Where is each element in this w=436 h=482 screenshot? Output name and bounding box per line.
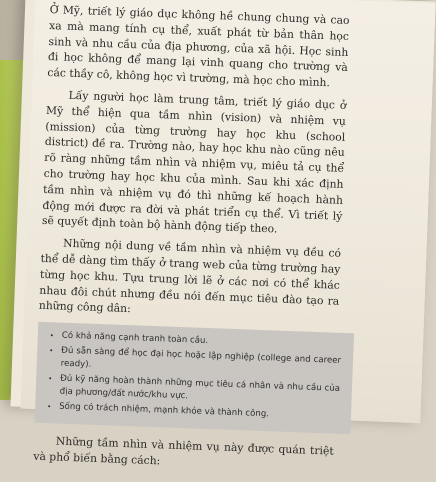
paragraph-2: Lấy người học làm trung tâm, triết lý giáo dục ở Mỹ thể hiện qua tầm nhìn (vision) và nhiệm vụ (mission) của từng trường hay học khu (school district) đề ra. Trường nào, hay học khu nào cũng nêu rõ ràng những tầm nhìn và nhiệm vụ, miêu tả cụ thể cho trường hay học khu của mình. Sau khi xác định tầm nhìn và nhiệm vụ đó thì những kế hoạch hành động mới được ra đời và phát triển cụ thể. Vì triết lý sẽ quyết định toàn bộ hành động tiếp theo. [41,88,347,236]
list-item: • Đủ kỹ năng hoàn thành những mục tiêu cá nhân và nhu cầu của địa phương/đất nước/khu vực. [59,373,340,409]
paragraph-1: Ở Mỹ, triết lý giáo dục không hề chung chung và cao xa mà mang tính cụ thể, xuất phát từ bản thân học sinh và nhu cầu của địa phương, của xã hội. Học sinh đi học không để mang lại vinh quang cho trường và các thầy cô, không học vì trường, mà học cho mình. [47,2,350,90]
list-item: • Sống có trách nhiệm, mạnh khỏe và thành công. [59,401,339,424]
list-item: • Đủ sẵn sàng để học đại học hoặc lập nghiệp (college and career ready). [60,345,341,381]
paragraph-3: Những nội dung về tầm nhìn và nhiệm vụ đều có thể dễ dàng tìm thấy ở trang web của từng trường hay từng học khu. Tựu trung lời lẽ ở các nơi có thể khác nhau đôi chút nhưng đều nói đến mục tiêu đào tạo ra những công dân: [38,236,342,316]
page-text [33,2,350,481]
list-item: • Có khả năng cạnh tranh toàn cầu. [62,330,342,353]
closing-paragraph: Những tầm nhìn và nhiệm vụ này được quán triệt và phổ biến bằng cách: [33,434,334,468]
goal-list [47,329,342,424]
highlight-box [35,322,354,435]
